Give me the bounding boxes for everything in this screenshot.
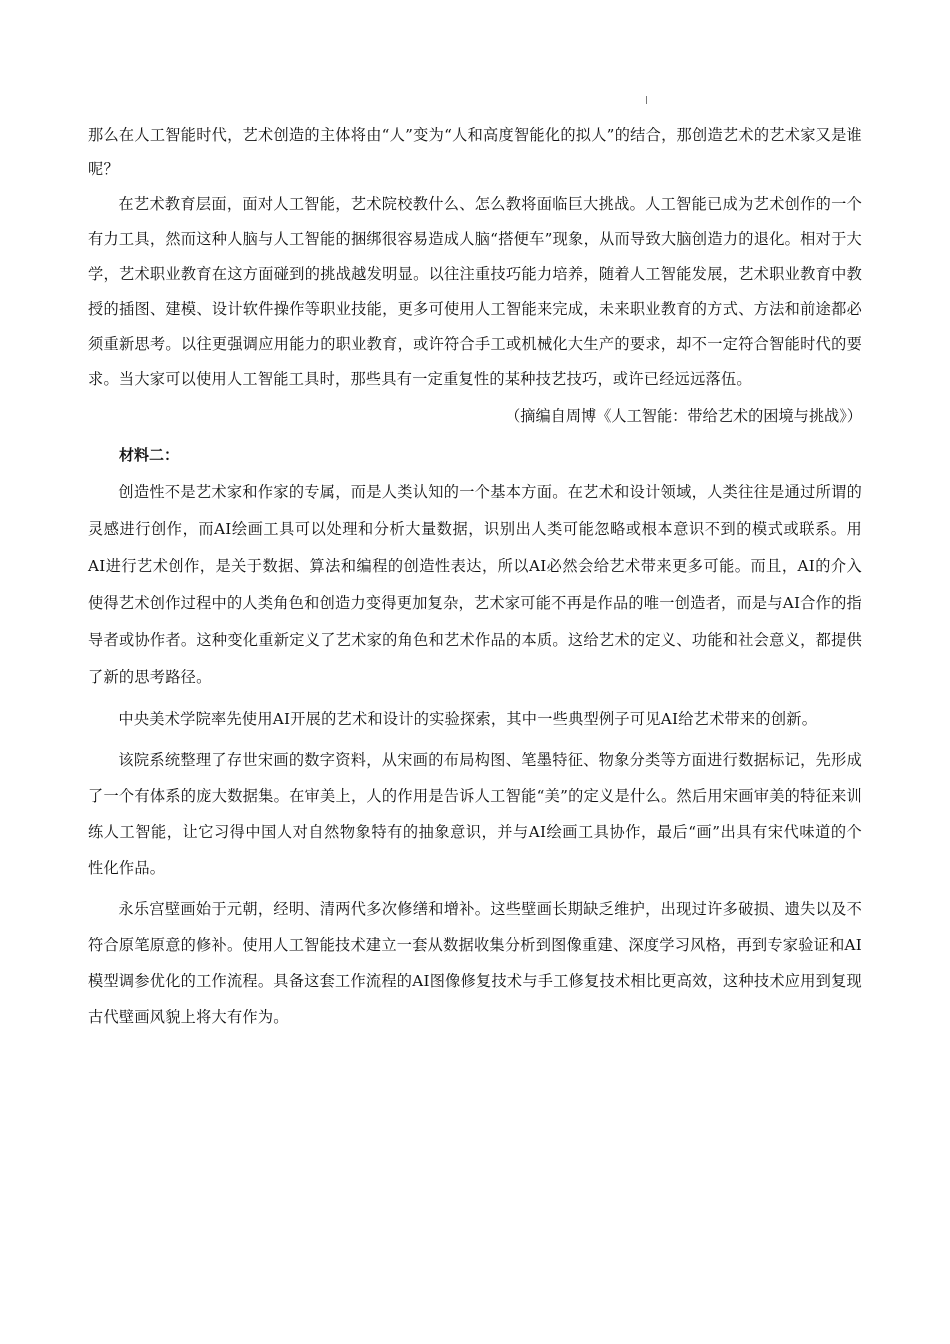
paragraph-song-painting-dataset: 该院系统整理了存世宋画的数字资料，从宋画的布局构图、笔墨特征、物象分类等方面进行数据标记，先形成了一个有体系的庞大数据集。在审美上，人的作用是告诉人工智能“美”的定义是什么。然后用宋画审美的特征来训练人工智能，让它习得中国人对自然物象特有的抽象意识，并与AI绘画工具协作，最后“画”出具有宋代味道的个性化作品。 xyxy=(88,751,862,877)
paragraph-yongle-murals: 永乐宫壁画始于元朝，经明、清两代多次修缮和增补。这些壁画长期缺乏维护，出现过许多破损、遗失以及不符合原笔原意的修补。使用人工智能技术建立一套从数据收集分析到图像重建、深度学习风格，再到专家验证和AI模型调参优化的工作流程。具备这套工作流程的AI图像修复技术与手工修复技术相比更高效，这种技术应用到复现古代壁画风貌上将大有作为。 xyxy=(88,900,862,1026)
document-body xyxy=(88,118,862,1035)
paragraph-creativity-ai: 创造性不是艺术家和作家的专属，而是人类认知的一个基本方面。在艺术和设计领域，人类往往是通过所谓的灵感进行创作，而AI绘画工具可以处理和分析大量数据，识别出人类可能忽略或根本意识不到的模式或联系。用AI进行艺术创作，是关于数据、算法和编程的创造性表达，所以AI必然会给艺术带来更多可能。而且，AI的介入使得艺术创作过程中的人类角色和创造力变得更加复杂，艺术家可能不再是作品的唯一创造者，而是与AI合作的指导者或协作者。这种变化重新定义了艺术家的角色和艺术作品的本质。这给艺术的定义、功能和社会意义，都提供了新的思考路径。 xyxy=(88,483,862,686)
page-top-mark xyxy=(646,96,647,104)
paragraph-ai-era-artist: 那么在人工智能时代，艺术创造的主体将由“人”变为“人和高度智能化的拟人”的结合，那创造艺术的艺术家又是谁呢？ xyxy=(88,126,862,178)
paragraph-cafa-exploration: 中央美术学院率先使用AI开展的艺术和设计的实验探索，其中一些典型例子可见AI给艺术带来的创新。 xyxy=(118,710,818,728)
material-two-heading: 材料二： xyxy=(119,446,180,464)
source-citation: （摘编自周博《人工智能：带给艺术的困境与挑战》） xyxy=(505,407,862,425)
paragraph-art-education: 在艺术教育层面，面对人工智能，艺术院校教什么、怎么教将面临巨大挑战。人工智能已成为艺术创作的一个有力工具，然而这种人脑与人工智能的捆绑很容易造成人脑“搭便车”现象，从而导致大脑创造力的退化。相对于大学，艺术职业教育在这方面碰到的挑战越发明显。以往注重技巧能力培养，随着人工智能发展，艺术职业教育中教授的插图、建模、设计软件操作等职业技能，更多可使用人工智能来完成，未来职业教育的方式、方法和前途都必须重新思考。以往更强调应用能力的职业教育，或许符合手工或机械化大生产的要求，却不一定符合智能时代的要求。当大家可以使用人工智能工具时，那些具有一定重复性的某种技艺技巧，或许已经远远落伍。 xyxy=(88,195,862,388)
